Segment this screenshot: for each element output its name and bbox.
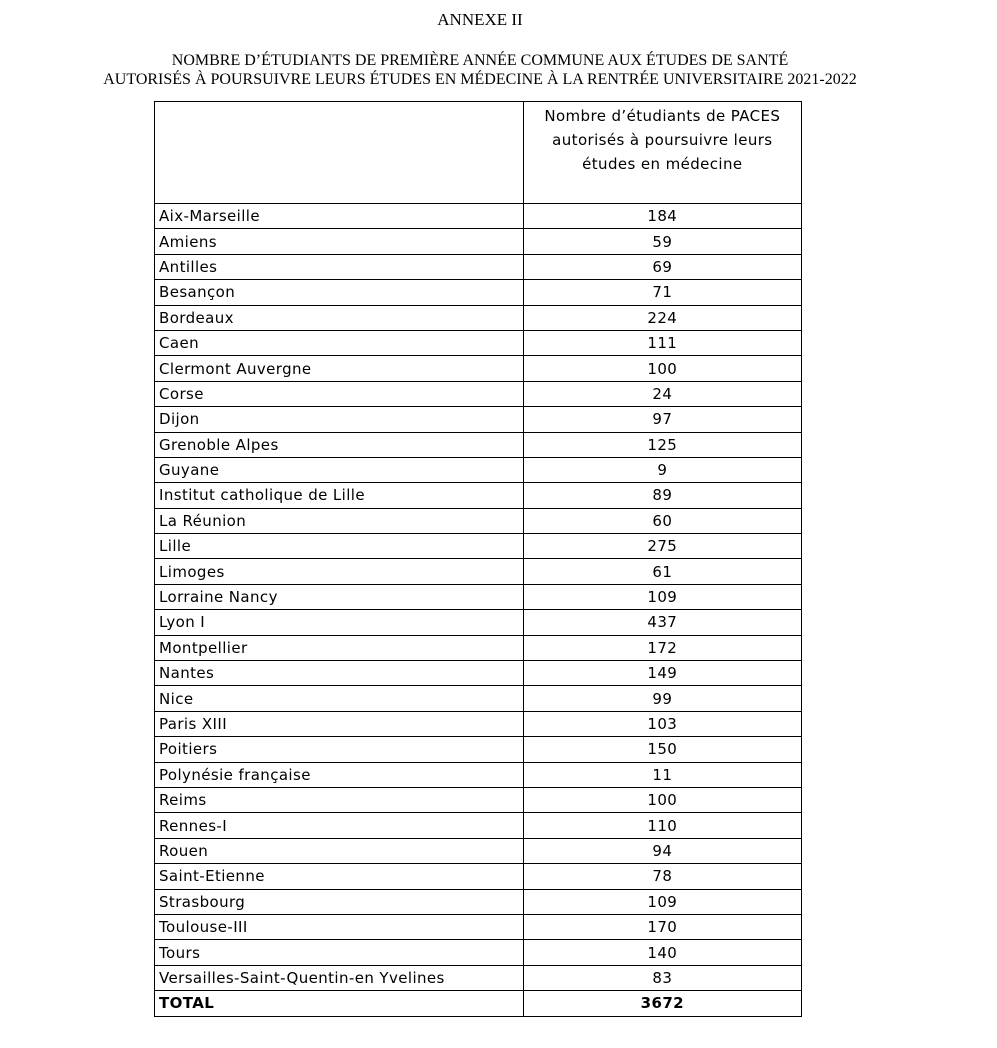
table-row: [155, 813, 802, 838]
university-name-cell: Montpellier: [155, 635, 524, 660]
student-count-cell: 170: [523, 914, 801, 939]
university-name-cell: Reims: [155, 787, 524, 812]
university-name-cell: Caen: [155, 330, 524, 355]
university-name-cell: Grenoble Alpes: [155, 432, 524, 457]
table-row: [155, 229, 802, 254]
table-row: [155, 559, 802, 584]
table-row: [155, 762, 802, 787]
university-name-cell: Lorraine Nancy: [155, 584, 524, 609]
annex-title: ANNEXE II: [437, 10, 523, 29]
table-row: [155, 965, 802, 990]
student-count-cell: 71: [523, 280, 801, 305]
table-row: [155, 635, 802, 660]
student-count-cell: 125: [523, 432, 801, 457]
student-count-cell: 109: [523, 889, 801, 914]
university-name-cell: Aix-Marseille: [155, 204, 524, 229]
university-name-cell: Rennes-I: [155, 813, 524, 838]
university-name-cell: Poitiers: [155, 737, 524, 762]
university-name-cell: Corse: [155, 381, 524, 406]
university-name-cell: Lille: [155, 534, 524, 559]
student-count-cell: 109: [523, 584, 801, 609]
student-count-cell: 149: [523, 661, 801, 686]
subtitle-line-1: NOMBRE D’ÉTUDIANTS DE PREMIÈRE ANNÉE COMMUNE AUX ÉTUDES DE SANTÉ: [171, 52, 789, 69]
university-name-cell: Clermont Auvergne: [155, 356, 524, 381]
table-row: [155, 686, 802, 711]
student-count-cell: 150: [523, 737, 801, 762]
student-count-cell: 99: [523, 686, 801, 711]
table-row: [155, 407, 802, 432]
table-row: [155, 864, 802, 889]
table-row: [155, 508, 802, 533]
student-count-cell: 24: [523, 381, 801, 406]
document-subtitle: [0, 51, 960, 89]
student-count-cell: 275: [523, 534, 801, 559]
university-name-cell: Limoges: [155, 559, 524, 584]
university-name-cell: Nice: [155, 686, 524, 711]
university-name-cell: Saint-Etienne: [155, 864, 524, 889]
university-name-cell: Rouen: [155, 838, 524, 863]
student-count-cell: 172: [523, 635, 801, 660]
total-label-cell: TOTAL: [155, 991, 524, 1016]
university-name-cell: Lyon I: [155, 610, 524, 635]
table-body: [155, 204, 802, 1017]
table-row: [155, 483, 802, 508]
student-count-cell: 140: [523, 940, 801, 965]
total-row: [155, 991, 802, 1016]
student-count-cell: 60: [523, 508, 801, 533]
student-count-cell: 97: [523, 407, 801, 432]
university-name-cell: Guyane: [155, 457, 524, 482]
student-count-cell: 83: [523, 965, 801, 990]
table-row: [155, 381, 802, 406]
student-count-cell: 9: [523, 457, 801, 482]
table-row: [155, 838, 802, 863]
table-row: [155, 330, 802, 355]
university-name-cell: Toulouse-III: [155, 914, 524, 939]
student-count-cell: 89: [523, 483, 801, 508]
university-name-cell: Polynésie française: [155, 762, 524, 787]
student-count-cell: 100: [523, 356, 801, 381]
student-count-cell: 69: [523, 254, 801, 279]
table-row: [155, 737, 802, 762]
table-row: [155, 432, 802, 457]
university-name-cell: Besançon: [155, 280, 524, 305]
header-empty-cell: [155, 102, 524, 204]
student-count-cell: 437: [523, 610, 801, 635]
university-name-cell: Versailles-Saint-Quentin-en Yvelines: [155, 965, 524, 990]
student-count-cell: 111: [523, 330, 801, 355]
table-row: [155, 356, 802, 381]
university-name-cell: Institut catholique de Lille: [155, 483, 524, 508]
student-count-cell: 94: [523, 838, 801, 863]
university-name-cell: Strasbourg: [155, 889, 524, 914]
university-name-cell: Bordeaux: [155, 305, 524, 330]
table-row: [155, 787, 802, 812]
university-name-cell: La Réunion: [155, 508, 524, 533]
student-count-cell: 11: [523, 762, 801, 787]
student-count-cell: 110: [523, 813, 801, 838]
total-value-cell: 3672: [523, 991, 801, 1016]
table-row: [155, 280, 802, 305]
table-row: [155, 534, 802, 559]
table-header-row: [155, 102, 802, 204]
university-name-cell: Tours: [155, 940, 524, 965]
table-row: [155, 457, 802, 482]
table-row: [155, 661, 802, 686]
student-count-cell: 103: [523, 711, 801, 736]
subtitle-line-2: AUTORISÉS À POURSUIVRE LEURS ÉTUDES EN MÉDECINE À LA RENTRÉE UNIVERSITAIRE 2021-2022: [103, 71, 857, 88]
table-row: [155, 254, 802, 279]
header-student-count: Nombre d’étudiants de PACES autorisés à poursuivre leurs études en médecine: [523, 102, 801, 204]
student-count-cell: 100: [523, 787, 801, 812]
university-name-cell: Paris XIII: [155, 711, 524, 736]
students-table: [154, 101, 802, 1017]
table-row: [155, 305, 802, 330]
student-count-cell: 59: [523, 229, 801, 254]
table-row: [155, 940, 802, 965]
university-name-cell: Amiens: [155, 229, 524, 254]
table-row: [155, 711, 802, 736]
student-count-cell: 184: [523, 204, 801, 229]
table-row: [155, 610, 802, 635]
university-name-cell: Dijon: [155, 407, 524, 432]
student-count-cell: 61: [523, 559, 801, 584]
university-name-cell: Antilles: [155, 254, 524, 279]
table-row: [155, 204, 802, 229]
student-count-cell: 224: [523, 305, 801, 330]
student-count-cell: 78: [523, 864, 801, 889]
university-name-cell: Nantes: [155, 661, 524, 686]
table-row: [155, 889, 802, 914]
table-row: [155, 914, 802, 939]
table-row: [155, 584, 802, 609]
